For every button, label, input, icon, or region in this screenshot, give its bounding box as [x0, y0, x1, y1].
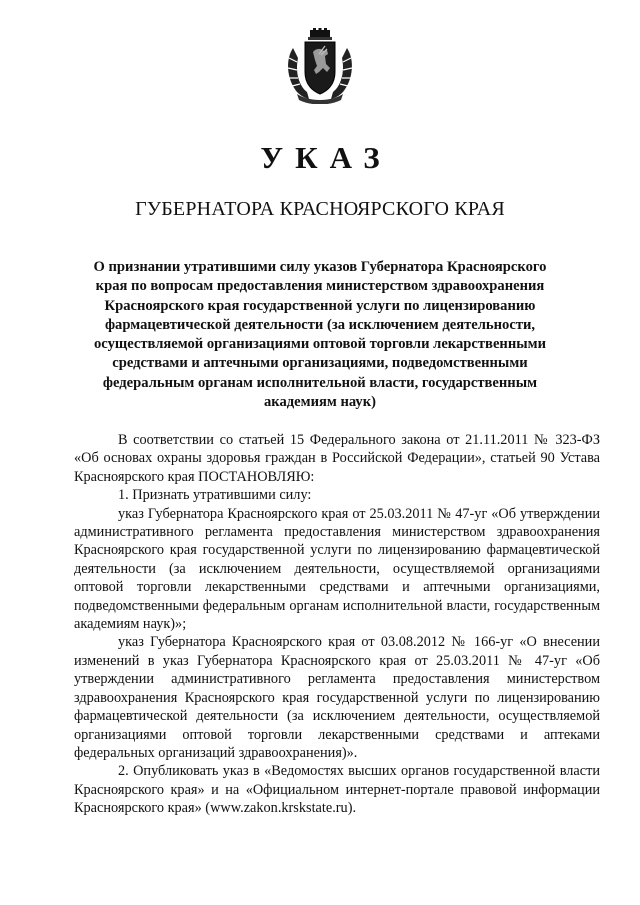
repealed-decree-1: указ Губернатора Красноярского края от 25.03.2011 № 47-уг «Об утверждении административного регламента предоставления министерством здравоохранения Красноярского края государственной услуги по лицензированию фармацевтической деятельности (за исключением деятельности, осуществляемой организациями оптовой торговли лекарственными средствами и аптечными организациями, подведомственными федеральным органам исполнительной власти, государственным академиям наук)»;	[74, 505, 600, 633]
item-1-paragraph: 1. Признать утратившими силу:	[118, 487, 312, 504]
coat-of-arms-krasnoyarsk-icon	[283, 28, 357, 104]
document-type-heading: УКАЗ	[260, 140, 392, 175]
preamble-paragraph: В соответствии со статьей 15 Федерального закона от 21.11.2011 № 323-ФЗ «Об основах охраны здоровья граждан в Российской Федерации», статьей 90 Устава Красноярского края ПОСТАНОВЛЯЮ:	[74, 432, 600, 485]
document-title: О признании утратившими силу указов Губернатора Красноярского края по вопросам предоставления министерством здравоохранения Красноярского края государственной услуги по лицензированию фармацевтической деятельности (за исключением деятельности, осуществляемой организациями оптовой торговли лекарственными средствами и аптечными организациями, подведомственными федеральным органам исполнительной власти, государственным академиям наук)	[93, 259, 547, 411]
repealed-decree-2: указ Губернатора Красноярского края от 03.08.2012 № 166-уг «О внесении изменений в указ Губернатора Красноярского края от 25.03.2011 № 47-уг «Об утверждении административного регламента предоставления министерством здравоохранения Красноярского края государственной услуги по лицензированию фармацевтической деятельности (за исключением деятельности, осуществляемой организациями оптовой торговли лекарственными средствами и аптеками федеральных организаций здравоохранения)».	[74, 634, 600, 761]
issuing-authority: ГУБЕРНАТОРА КРАСНОЯРСКОГО КРАЯ	[135, 198, 505, 220]
document-body	[74, 431, 600, 818]
item-2-paragraph: 2. Опубликовать указ в «Ведомостях высших органов государственной власти Красноярского края» и на «Официальном интернет-портале правовой информации Красноярского края» (www.zakon.krskstate.ru).	[74, 763, 600, 817]
